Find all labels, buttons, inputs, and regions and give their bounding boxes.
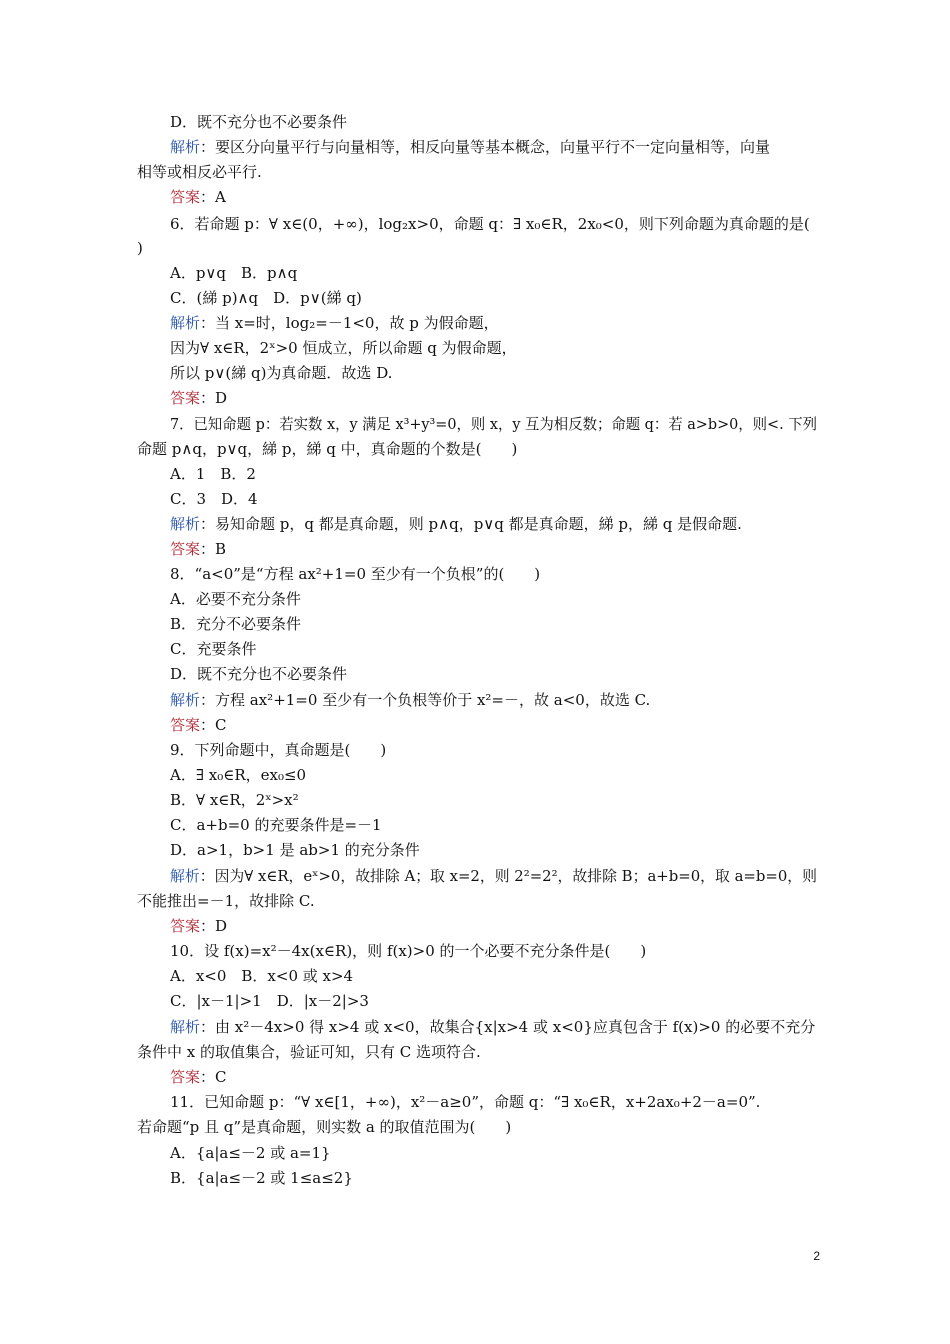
text-line-l01 — [0, 112, 950, 133]
line-text: 若命题“p 且 q”是真命题，则实数 a 的取值范围为( ) — [137, 1118, 512, 1136]
line-content — [170, 313, 499, 333]
text-line-l42 — [0, 1143, 950, 1164]
line-content — [170, 991, 369, 1011]
line-content — [170, 464, 256, 484]
line-text: C．3 D．4 — [170, 490, 258, 508]
line-content — [170, 1143, 331, 1163]
analysis-label: 解析 — [170, 691, 201, 709]
answer-label: 答案 — [170, 389, 201, 407]
text-line-l17 — [0, 514, 950, 535]
text-line-l11 — [0, 363, 950, 384]
text-line-l31 — [0, 866, 950, 887]
analysis-label: 解析 — [170, 867, 200, 885]
text-line-l40 — [0, 1092, 950, 1113]
text-line-l19 — [0, 564, 950, 585]
answer-label: 答案 — [170, 716, 201, 734]
line-content — [170, 214, 810, 234]
text-line-l43 — [0, 1168, 950, 1189]
line-content — [170, 589, 301, 609]
text-line-l05 — [0, 214, 950, 235]
line-content — [170, 614, 301, 634]
line-text: ：当 x=时，log₂=－1<0，故 p 为假命题， — [200, 314, 499, 332]
line-text: 不能推出=－1，故排除 C. — [137, 892, 315, 910]
analysis-label: 解析 — [170, 138, 201, 156]
text-line-l29 — [0, 815, 950, 836]
line-content — [170, 137, 770, 157]
text-line-l35 — [0, 966, 950, 987]
text-line-l34 — [0, 941, 950, 962]
line-text: A．∃ x₀∈R，ex₀≤0 — [170, 766, 307, 784]
text-line-l33 — [0, 916, 950, 937]
text-line-l24 — [0, 690, 950, 711]
line-content — [170, 489, 258, 509]
line-text: B．充分不必要条件 — [170, 615, 302, 633]
line-content — [170, 1168, 353, 1188]
line-text: 因为∀ x∈R，2ˣ>0 恒成立，所以命题 q 为假命题， — [170, 339, 517, 357]
text-line-l20 — [0, 589, 950, 610]
line-content — [170, 363, 392, 383]
text-line-l26 — [0, 740, 950, 761]
text-line-l22 — [0, 639, 950, 660]
text-line-l16 — [0, 489, 950, 510]
line-text: ：方程 ax²+1=0 至少有一个负根等价于 x²=－，故 a<0，故选 C. — [200, 691, 651, 709]
line-content — [170, 564, 540, 584]
line-text: ) — [137, 239, 143, 257]
line-text: C．(綈 p)∧q D．p∨(綈 q) — [170, 289, 362, 307]
text-line-l10 — [0, 338, 950, 359]
line-content — [170, 1092, 760, 1112]
analysis-label: 解析 — [170, 1018, 201, 1036]
line-text: C．充要条件 — [170, 640, 257, 658]
text-line-l02 — [0, 137, 950, 158]
text-line-l38 — [0, 1042, 950, 1063]
line-content — [170, 790, 299, 810]
text-line-l30 — [0, 840, 950, 861]
text-line-l36 — [0, 991, 950, 1012]
text-line-l13 — [0, 414, 950, 435]
answer-label: 答案 — [170, 1068, 201, 1086]
line-content — [170, 840, 420, 860]
analysis-label: 解析 — [170, 314, 201, 332]
line-text: ：因为∀ x∈R，eˣ>0，故排除 A；取 x=2，则 2²=2²，故排除 B；a+b=0，取 a=b=0，则 — [199, 867, 817, 885]
line-content — [170, 639, 256, 659]
text-line-l15 — [0, 464, 950, 485]
line-content — [170, 664, 347, 684]
text-line-l37 — [0, 1017, 950, 1038]
text-line-l39 — [0, 1067, 950, 1088]
line-content — [170, 388, 227, 408]
line-text: ：A — [200, 188, 226, 206]
text-line-l09 — [0, 313, 950, 334]
line-text: ：由 x²－4x>0 得 x>4 或 x<0，故集合{x|x>4 或 x<0}应真包含于 f(x)>0 的必要不充分 — [200, 1018, 816, 1036]
line-content — [170, 539, 226, 559]
page-number: 2 — [813, 1249, 820, 1263]
line-content — [170, 1017, 815, 1037]
text-line-l04 — [0, 187, 950, 208]
line-content — [170, 941, 646, 961]
line-text: 11．已知命题 p：“∀ x∈[1，+∞)，x²－a≥0”，命题 q：“∃ x₀∈R，x+2ax₀+2－a=0”. — [170, 1093, 761, 1111]
line-text: D．既不充分也不必要条件 — [170, 113, 348, 131]
text-line-l06 — [0, 238, 950, 259]
text-line-l14 — [0, 439, 950, 460]
line-text: 命题 p∧q，p∨q，綈 p，綈 q 中，真命题的个数是( ) — [137, 440, 518, 458]
line-text: A．必要不充分条件 — [170, 590, 301, 608]
text-line-l32 — [0, 891, 950, 912]
line-content — [170, 916, 227, 936]
line-text: D．a>1，b>1 是 ab>1 的充分条件 — [170, 841, 420, 859]
line-content — [170, 715, 227, 735]
line-content — [170, 1067, 227, 1087]
line-content — [170, 288, 362, 308]
line-text: ：C — [200, 716, 227, 734]
line-text: A．1 B．2 — [170, 465, 256, 483]
line-text: 9．下列命题中，真命题是( ) — [170, 741, 387, 759]
text-line-l28 — [0, 790, 950, 811]
line-text: ：C — [200, 1068, 227, 1086]
line-text: C．|x－1|>1 D．|x－2|>3 — [170, 992, 369, 1010]
line-content — [137, 238, 143, 258]
line-content — [137, 439, 517, 459]
line-content — [170, 414, 817, 434]
answer-label: 答案 — [170, 540, 201, 558]
line-text: ：易知命题 p，q 都是真命题，则 p∧q，p∨q 都是真命题，綈 p，綈 q 是假命题. — [200, 515, 742, 533]
line-text: 相等或相反必平行. — [137, 163, 262, 181]
text-line-l41 — [0, 1117, 950, 1138]
answer-label: 答案 — [170, 917, 201, 935]
line-text: B．{a|a≤－2 或 1≤a≤2} — [170, 1169, 353, 1187]
text-line-l25 — [0, 715, 950, 736]
line-content — [170, 338, 517, 358]
line-content — [137, 891, 315, 911]
line-content — [170, 263, 297, 283]
text-line-l27 — [0, 765, 950, 786]
line-text: ：D — [200, 389, 228, 407]
line-content — [137, 1042, 481, 1062]
line-content — [170, 815, 382, 835]
text-line-l18 — [0, 539, 950, 560]
text-line-l03 — [0, 162, 950, 183]
answer-label: 答案 — [170, 188, 201, 206]
line-content — [170, 866, 817, 886]
line-text: 10．设 f(x)=x²－4x(x∈R)，则 f(x)>0 的一个必要不充分条件是( ) — [170, 942, 647, 960]
line-content — [170, 740, 386, 760]
text-line-l23 — [0, 664, 950, 685]
line-content — [170, 112, 347, 132]
line-content — [137, 1117, 511, 1137]
line-text: ：B — [200, 540, 227, 558]
line-text: 8．“a<0”是“方程 ax²+1=0 至少有一个负根”的( ) — [170, 565, 541, 583]
text-line-l12 — [0, 388, 950, 409]
line-text: A．x<0 B．x<0 或 x>4 — [170, 967, 354, 985]
line-content — [170, 690, 650, 710]
line-text: D．既不充分也不必要条件 — [170, 665, 348, 683]
line-text: B．∀ x∈R，2ˣ>x² — [170, 791, 299, 809]
line-content — [137, 162, 262, 182]
text-line-l08 — [0, 288, 950, 309]
line-text: ：D — [200, 917, 228, 935]
analysis-label: 解析 — [170, 515, 201, 533]
line-text: ：要区分向量平行与向量相等，相反向量等基本概念，向量平行不一定向量相等，向量 — [200, 138, 771, 156]
line-text: A．p∨q B．p∧q — [170, 264, 298, 282]
line-text: 7．已知命题 p：若实数 x，y 满足 x³+y³=0，则 x，y 互为相反数；命题 q：若 a>b>0，则<. 下列 — [170, 415, 818, 433]
line-content — [170, 966, 353, 986]
line-text: 条件中 x 的取值集合，验证可知，只有 C 选项符合. — [137, 1043, 481, 1061]
line-text: C．a+b=0 的充要条件是=－1 — [170, 816, 382, 834]
line-text: A．{a|a≤－2 或 a=1} — [170, 1144, 331, 1162]
line-content — [170, 514, 742, 534]
text-line-l07 — [0, 263, 950, 284]
line-text: 6．若命题 p：∀ x∈(0，+∞)，log₂x>0，命题 q：∃ x₀∈R，2x₀<0，则下列命题为真命题的是( — [170, 215, 810, 233]
text-line-l21 — [0, 614, 950, 635]
line-content — [170, 765, 306, 785]
line-content — [170, 187, 226, 207]
line-text: 所以 p∨(綈 q)为真命题．故选 D. — [170, 364, 393, 382]
